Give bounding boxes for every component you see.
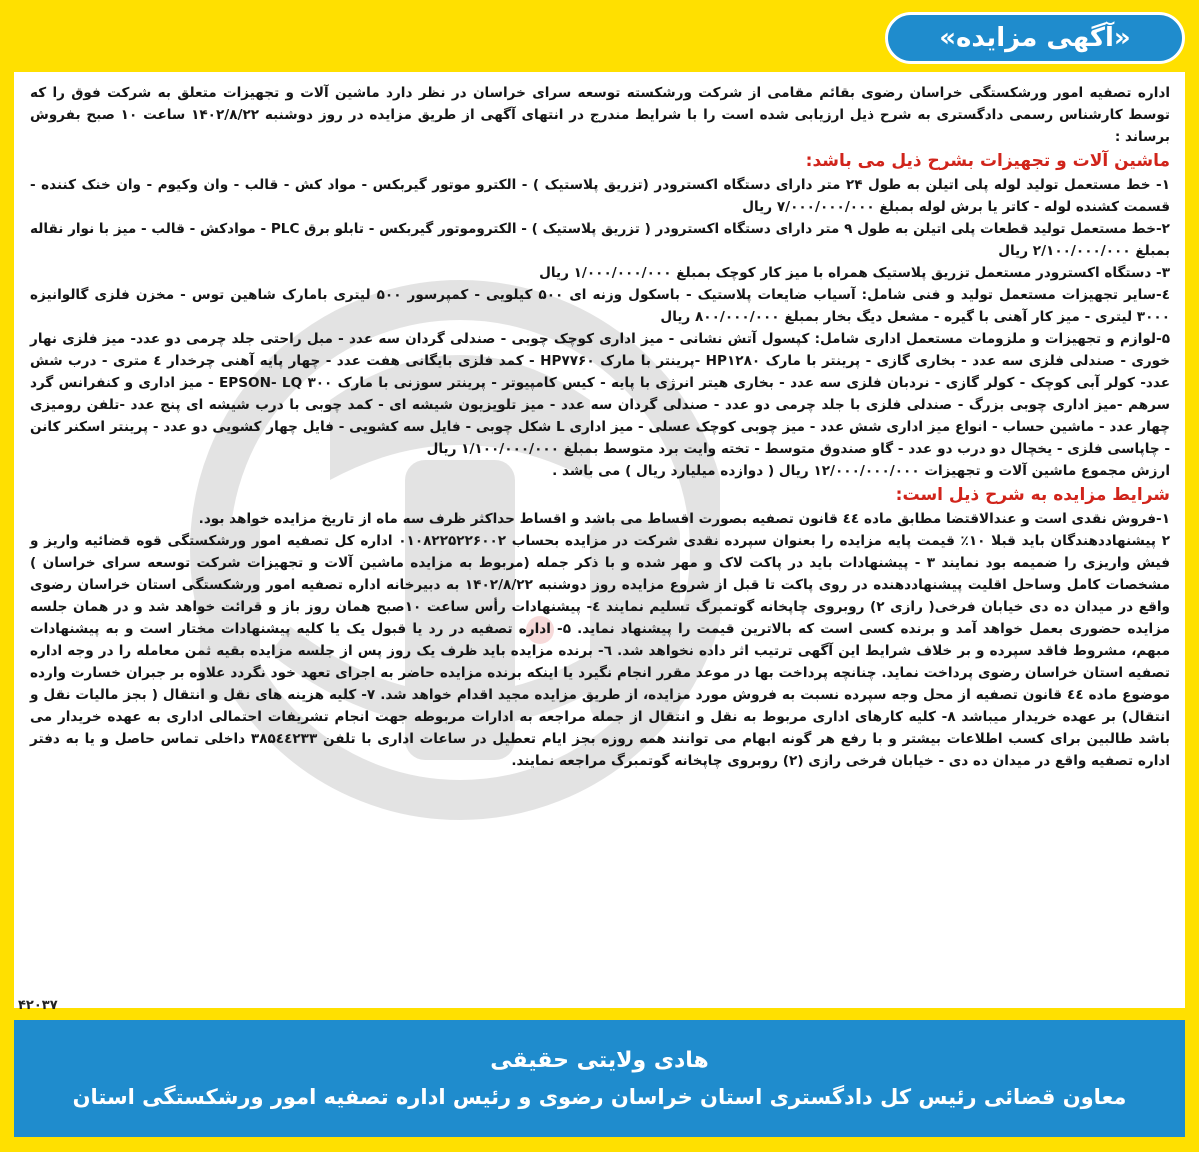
signatory-name: هادی ولایتی حقیقی (490, 1047, 709, 1073)
ad-content (30, 82, 1170, 772)
machinery-item-4: ٤-سایر تجهیزات مستعمل تولید و فنی شامل: آسیاب ضایعات پلاستیک - باسکول وزنه ای ۵۰۰ کیلویی - کمپرسور ۵۰۰ لیتری بامارک شاهین توس - مخزن فلزی گالوانیزه ۳۰۰۰ لیتری - میز کار آهنی با گیره - مشعل دیگ بخار بمبلغ ۸۰۰/۰۰۰/۰۰۰ ریال (30, 287, 1170, 325)
intro-paragraph: اداره تصفیه امور ورشکستگی خراسان رضوی بقائم مقامی از شرکت ورشکسته توسعه سرای خراسان در نظر دارد ماشین آلات و تجهیزات متعلق به شرکت فوق را که توسط کارشناس رسمی دادگستری به شرح ذیل ارزیابی شده است را با شرایط مندرج در انتهای آگهی از طریق مزایده در روز دوشنبه ۱۴۰۲/۸/۲۲ ساعت ۱۰ صبح بفروش برساند : (30, 85, 1170, 145)
ad-title: «آگهی مزایده» (885, 12, 1185, 64)
machinery-heading: ماشین آلات و تجهیزات بشرح ذیل می باشد: (805, 151, 1170, 171)
condition-1: ۱-فروش نقدی است و عندالاقتضا مطابق ماده ٤٤ قانون تصفیه بصورت اقساط می باشد و اقساط حداکثر ظرف سه ماه از تاریخ مزایده خواهد بود. (198, 511, 1170, 527)
machinery-item-1: ۱- خط مستعمل تولید لوله پلی اتیلن به طول ۲۴ متر دارای دستگاه اکسترودر (تزریق پلاستیک ) - الکترو موتور گیربکس - مواد کش - قالب - وان وکیوم - وان خنک کننده - قسمت کشنده لوله - کاتر یا برش لوله بمبلغ ۷/۰۰۰/۰۰۰/۰۰۰ ریال (30, 177, 1170, 215)
machinery-item-3: ۳- دستگاه اکسترودر مستعمل تزریق پلاستیک همراه با میز کار کوچک بمبلغ ۱/۰۰۰/۰۰۰/۰۰۰ ریال (539, 265, 1170, 281)
signatory-title: معاون قضائی رئیس کل دادگستری استان خراسان رضوی و رئیس اداره تصفیه امور ورشکستگی استان (72, 1084, 1127, 1109)
machinery-total: ارزش مجموع ماشین آلات و تجهیزات ۱۲/۰۰۰/۰۰۰/۰۰۰ ریال ( دوازده میلیارد ریال ) می باشد . (552, 463, 1170, 479)
signature-box (14, 1020, 1185, 1137)
machinery-item-5: ۵-لوازم و تجهیزات و ملزومات مستعمل اداری شامل: کپسول آتش نشانی - میز اداری کوچک چوبی - صندلی گردان سه عدد - مبل راحتی جلد چرمی دو عدد- میز فلزی نهار خوری - صندلی فلزی سه عدد - بخاری گازی - پرینتر با مارک HP۱۲۸۰ -پرینتر با مارک HP۷۷۶۰ - کمد فلزی بایگانی هفت عدد - چهار پایه آهنی چرخدار ٤ متری - درب شش عدد- کولر آبی کوچک - کولر گازی - نردبان فلزی سه عدد - بخاری هیتر انرژی با پایه - کیس کامپیوتر - پرینتر سوزنی با مارک EPSON- LQ ۳۰۰ - میز اداری و کنفرانس گرد سرهم -میز اداری چوبی بزرگ - صندلی فلزی با جلد چرمی دو عدد - صندلی گردان سه عدد - میز تلویزیون شیشه ای - کمد چوبی با درب شیشه ای پنج عدد -تلفن رومیزی چهار عدد - ماشین حساب - انواع میز اداری شش عدد - میز چوبی کوچک عسلی - میز اداری L شکل چوبی - فایل سه کشویی - فایل چهار کشویی دو عدد - پرینتر اسکنر کانن - چاپاسی فلزی - یخچال دو درب دو عدد - گاو صندوق متوسط - تخته وایت برد متوسط بمبلغ ۱/۱۰۰/۰۰۰/۰۰۰ ریال (30, 331, 1171, 457)
conditions-heading: شرایط مزایده به شرح ذیل است: (895, 485, 1170, 505)
condition-2: ۲ پیشنهاددهندگان باید قبلا ۱۰٪ قیمت پایه مزایده را بعنوان سپرده نقدی شرکت در مزایده بحساب ۰۱۰۸۲۲۵۲۲۶۰۰۲ اداره کل تصفیه امور ورشکستگی قوه قضائیه واریز و فیش واریزی را ضمیمه بود نمایند ۳ - پیشنهادات باید در پاکت لاک و مهر شده و با ذکر جمله (مربوط به مزایده ماشین آلات و تجهیزات شرکت توسعه سرای خراسان ) مشخصات کامل وساحل اقلیت پیشنهاددهنده در روی پاکت تا قبل از شروع مزایده روز دوشنبه ۱۴۰۲/۸/۲۲ به دبیرخانه اداره تصفیه امور ورشکستگی استان خراسان رضوی واقع در میدان ده دی خیابان فرخی( رازی ۲) روبروی چاپخانه گوتمبرگ تسلیم نمایند ٤- پیشنهادات رأس ساعت ۱۰صبح همان روز باز و قرائت خواهد شد و در همان جلسه مزایده حضوری بعمل خواهد آمد و برنده کسی است که بالاترین قیمت را پیشنهاد نماید. ۵- اداره تصفیه در رد یا قبول یک یا کلیه پیشنهادات مختار است و به پیشنهادات مبهم، مشروط فاقد سپرده و بر خلاف شرایط این آگهی ترتیب اثر داده نخواهد شد. ٦- برنده مزایده باید ظرف یک روز پس از جلسه مزایده بقیه ثمن معامله را در وجه اداره تصفیه استان خراسان رضوی پرداخت نماید. چنانچه پرداخت بها در موعد مقرر انجام نگیرد یا اینکه برنده مزایده حاضر به اجرای تعهد خود نگردد علاوه بر جبران خسارت وارده موضوع ماده ٤٤ قانون تصفیه از محل وجه سپرده نسبت به فروش مورد مزایده، از طریق مزایده مجید اقدام خواهد شد. ۷- کلیه هزینه های نقل و انتقال ( بجز مالیات نقل و انتقال) بر عهده خریدار میباشد ۸- کلیه کارهای اداری مربوط به نقل و انتقال از جمله مراجعه به ادارات مربوطه جهت انجام تشریفات احتمالی اداری به عهده خریدار می باشد طالبین برای کسب اطلاعات بیشتر و با رفع هر گونه ابهام می توانند همه روزه بجز ایام تعطیل در ساعات اداری با تلفن ۳۸۵٤٤۲۳۳ داخلی تماس حاصل و یا به دفتر اداره تصفیه واقع در میدان ده دی - خیابان فرخی رازی (۲) روبروی چاپخانه گوتمبرگ مراجعه نمایند. (30, 533, 1171, 769)
ad-number: ۴۲۰۳۷ (18, 998, 58, 1013)
machinery-item-2: ۲-خط مستعمل تولید قطعات پلی اتیلن به طول ۹ متر دارای دستگاه اکسترودر ( تزریق پلاستیک ) - الکتروموتور گیربکس - تابلو برق PLC - موادکش - قالب - میز با نوار نقاله بمبلغ ۲/۱۰۰/۰۰۰/۰۰۰ ریال (30, 221, 1170, 259)
